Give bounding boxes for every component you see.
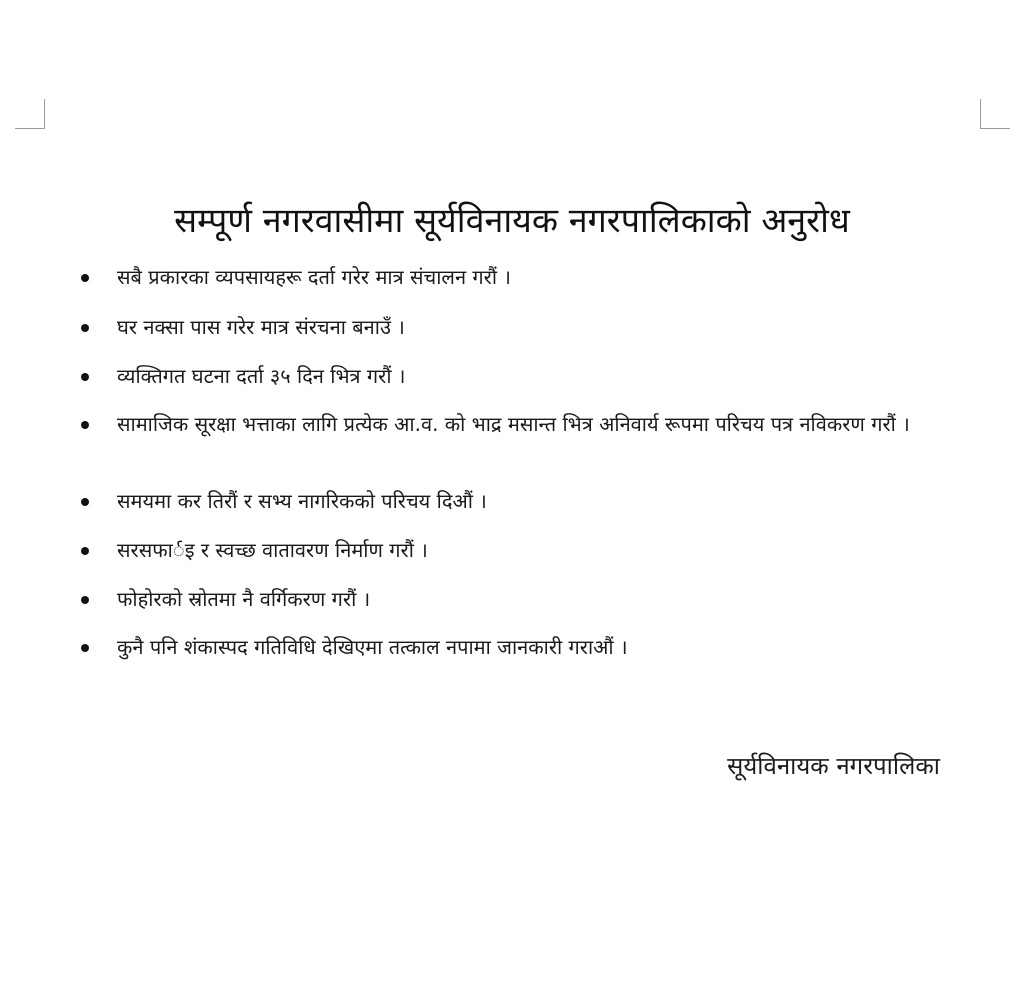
list-item-text: समयमा कर तिरौं र सभ्य नागरिकको परिचय दिऔं ।	[117, 489, 487, 513]
bullet-icon	[81, 547, 89, 555]
bullet-icon	[81, 373, 89, 381]
list-item-text: कुनै पनि शंकास्पद गतिविधि देखिएमा तत्काल नपामा जानकारी गराऔं ।	[117, 635, 628, 659]
list-item-text: व्यक्तिगत घटना दर्ता ३५ दिन भित्र गरौं ।	[117, 364, 406, 388]
list-item-text: घर नक्सा पास गरेर मात्र संरचना बनाउँ ।	[117, 315, 405, 339]
bullet-icon	[81, 596, 89, 604]
list-item-text: सामाजिक सूरक्षा भत्ताका लागि प्रत्येक आ.व. को भाद्र मसान्त भित्र अनिवार्य रूपमा परिचय पत्र नविकरण गरौं ।	[117, 412, 910, 436]
list-item-text: सरसफार्इ र स्वच्छ वातावरण निर्माण गरौं ।	[117, 538, 428, 562]
bullet-icon	[81, 324, 89, 332]
bullet-icon	[81, 421, 89, 429]
crop-mark-top-right	[980, 99, 1010, 129]
bullet-icon	[81, 274, 89, 282]
bullet-icon	[81, 498, 89, 506]
list-item-text: सबै प्रकारका व्यपसायहरू दर्ता गरेर मात्र संचालन गरौं ।	[117, 265, 511, 289]
signature: सूर्यविनायक नगरपालिका	[727, 752, 940, 780]
document-title: सम्पूर्ण नगरवासीमा सूर्यविनायक नगरपालिकाको अनुरोध	[174, 201, 850, 241]
crop-mark-top-left	[15, 99, 45, 129]
bullet-icon	[81, 644, 89, 652]
list-item-text: फोहोरको स्रोतमा नै वर्गिकरण गरौं ।	[117, 587, 371, 611]
